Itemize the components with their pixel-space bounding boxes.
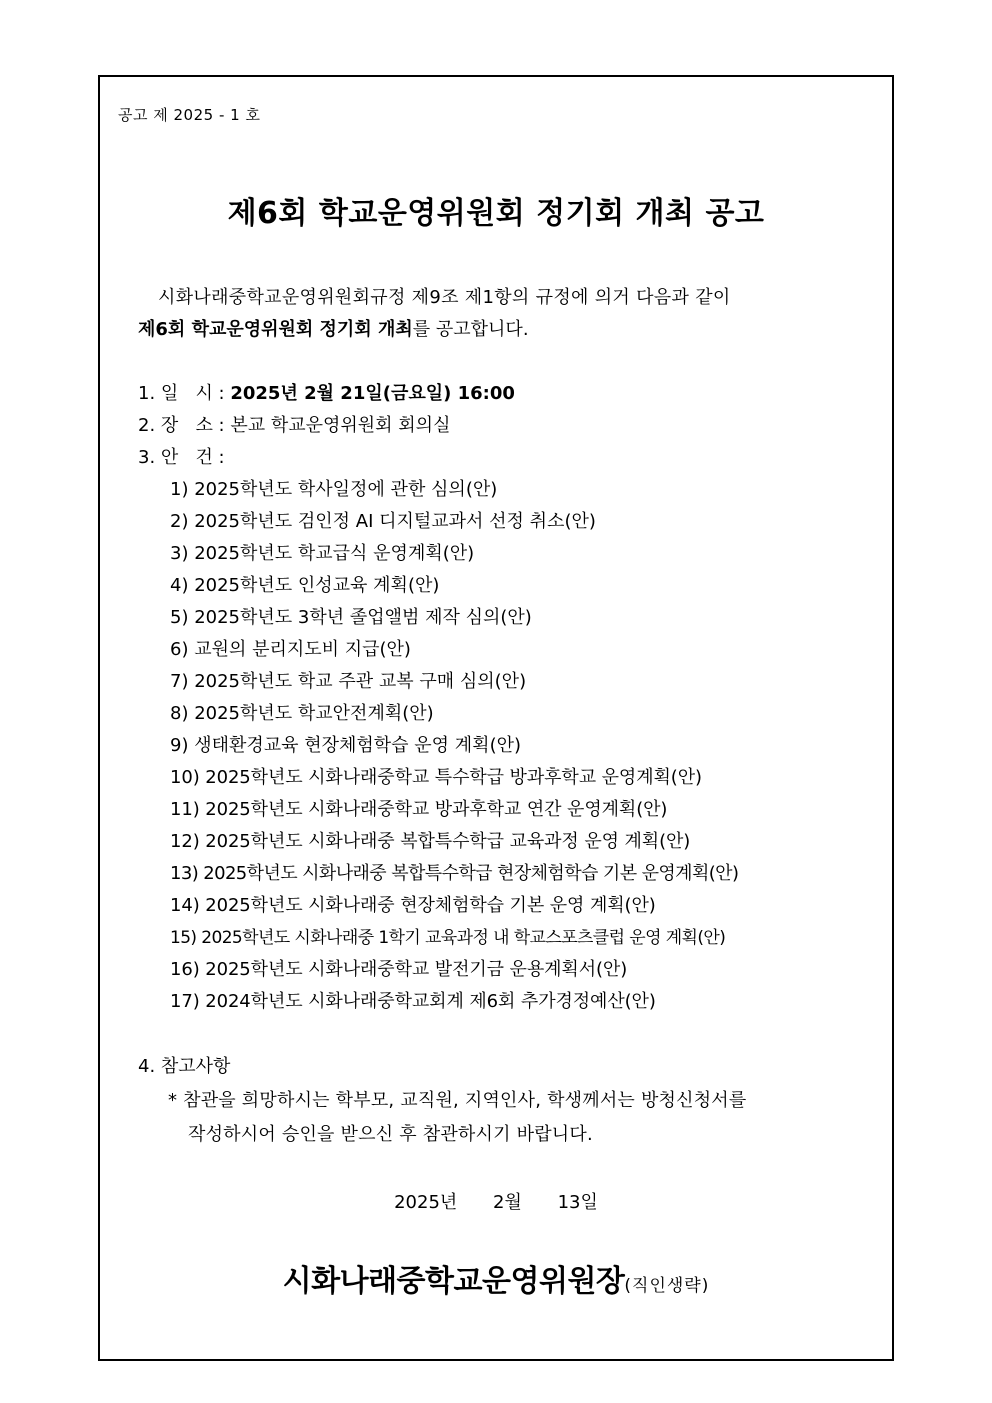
agenda-item: 6) 교원의 분리지도비 지급(안) [170, 639, 411, 660]
date-value: 2025년 2월 21일(금요일) 16:00 [230, 383, 515, 404]
intro-paragraph [138, 282, 858, 346]
reference-note-line-2: 작성하시어 승인을 받으신 후 참관하시기 바랍니다. [188, 1124, 593, 1145]
agenda-label: 3. 안 건 : [138, 447, 225, 468]
date-day: 13일 [557, 1192, 598, 1213]
place-label: 2. 장 소 : [138, 415, 225, 436]
intro-line-2 [138, 314, 858, 346]
signer [0, 1256, 992, 1300]
agenda-item: 16) 2025학년도 시화나래중학교 발전기금 운용계획서(안) [170, 959, 628, 980]
date-month: 2월 [493, 1192, 522, 1213]
agenda-item: 3) 2025학년도 학교급식 운영계획(안) [170, 543, 475, 564]
detail-place [138, 410, 868, 442]
agenda-item: 14) 2025학년도 시화나래중 현장체험학습 기본 운영 계획(안) [170, 895, 656, 916]
seal-note: (직인생략) [624, 1276, 710, 1296]
signer-name: 시화나래중학교운영위원장 [282, 1264, 625, 1299]
reference-label: 4. 참고사항 [138, 1056, 231, 1077]
place-value: 본교 학교운영위원회 회의실 [230, 415, 451, 436]
agenda-item: 15) 2025학년도 시화나래중 1학기 교육과정 내 학교스포츠클럽 운영 계획(안) [170, 928, 726, 948]
reference-note-line-1: * 참관을 희망하시는 학부모, 교직원, 지역인사, 학생께서는 방청신청서를 [168, 1090, 747, 1111]
agenda-item: 11) 2025학년도 시화나래중학교 방과후학교 연간 운영계획(안) [170, 799, 668, 820]
detail-agenda [138, 442, 868, 474]
date-label: 1. 일 시 : [138, 383, 225, 404]
agenda-item: 5) 2025학년도 3학년 졸업앨범 제작 심의(안) [170, 607, 532, 628]
meeting-details [138, 378, 868, 1018]
intro-rest-text: 를 공고합니다. [412, 319, 529, 340]
agenda-item: 17) 2024학년도 시화나래중학교회계 제6회 추가경정예산(안) [170, 991, 656, 1012]
detail-date [138, 378, 868, 410]
agenda-item: 8) 2025학년도 학교안전계획(안) [170, 703, 434, 724]
date-year: 2025년 [394, 1192, 458, 1213]
agenda-item: 7) 2025학년도 학교 주관 교복 구매 심의(안) [170, 671, 527, 692]
agenda-item: 2) 2025학년도 검인정 AI 디지털교과서 선정 취소(안) [170, 511, 596, 532]
agenda-item: 10) 2025학년도 시화나래중학교 특수학급 방과후학교 운영계획(안) [170, 767, 702, 788]
notice-date [0, 1188, 992, 1214]
reference-section [138, 1050, 746, 1152]
intro-bold-text: 제6회 학교운영위원회 정기회 개최 [138, 319, 413, 340]
agenda-item: 4) 2025학년도 인성교육 계획(안) [170, 575, 440, 596]
agenda-item: 9) 생태환경교육 현장체험학습 운영 계획(안) [170, 735, 522, 756]
agenda-item: 1) 2025학년도 학사일정에 관한 심의(안) [170, 479, 498, 500]
agenda-item: 12) 2025학년도 시화나래중 복합특수학급 교육과정 운영 계획(안) [170, 831, 691, 852]
intro-line-1: 시화나래중학교운영위원회규정 제9조 제1항의 규정에 의거 다음과 같이 [158, 287, 731, 308]
agenda-item: 13) 2025학년도 시화나래중 복합특수학급 현장체험학습 기본 운영계획(안) [170, 863, 739, 884]
notice-number: 공고 제 2025 - 1 호 [118, 106, 261, 124]
document-title: 제6회 학교운영위원회 정기회 개최 공고 [227, 196, 765, 231]
